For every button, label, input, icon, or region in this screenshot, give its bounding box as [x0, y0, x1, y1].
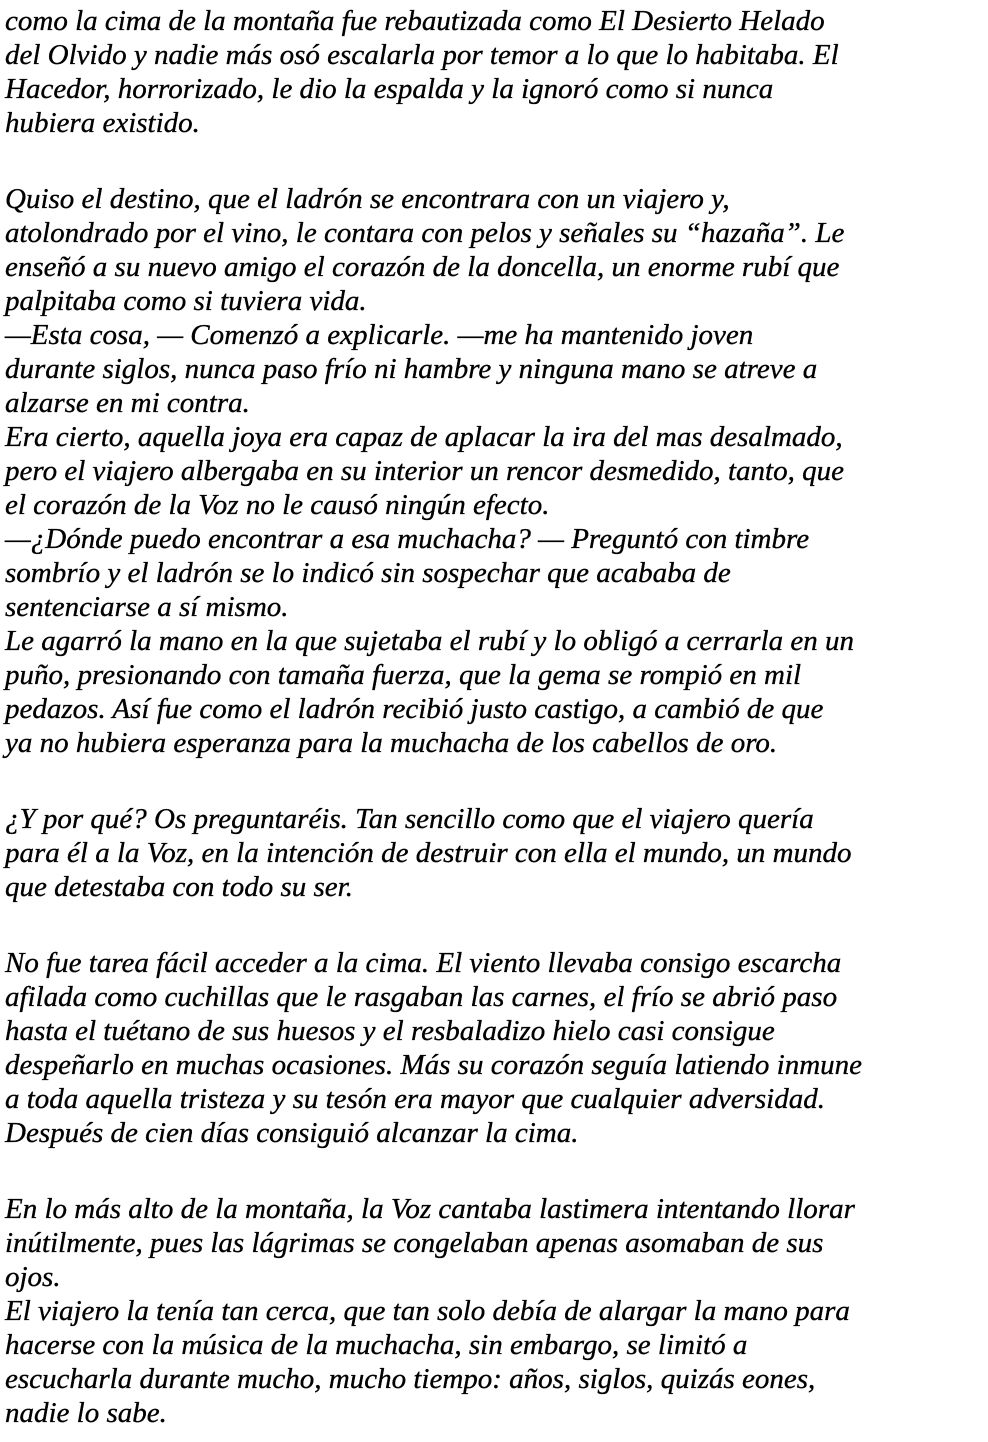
paragraph-gap	[5, 908, 988, 942]
text-line: hasta el tuétano de sus huesos y el resbaladizo hielo casi consigue	[5, 1015, 775, 1047]
paragraph-gap	[5, 1154, 988, 1188]
paragraph	[5, 4, 988, 140]
text-line: —Esta cosa, — Comenzó a explicarle. —me ha mantenido joven	[5, 319, 754, 351]
text-line: que detestaba con todo su ser.	[5, 871, 353, 903]
text-line: hubiera existido.	[5, 107, 200, 139]
text-line: No fue tarea fácil acceder a la cima. El viento llevaba consigo escarcha	[5, 947, 842, 979]
text-line: nadie lo sabe.	[5, 1397, 167, 1429]
text-line: para él a la Voz, en la intención de destruir con ella el mundo, un mundo	[5, 837, 852, 869]
text-line: En lo más alto de la montaña, la Voz cantaba lastimera intentando llorar	[5, 1193, 855, 1225]
text-line: alzarse en mi contra.	[5, 387, 250, 419]
text-line: Era cierto, aquella joya era capaz de aplacar la ira del mas desalmado,	[5, 421, 843, 453]
text-line: a toda aquella tristeza y su tesón era mayor que cualquier adversidad.	[5, 1083, 825, 1115]
text-line: sentenciarse a sí mismo.	[5, 591, 289, 623]
text-line: enseñó a su nuevo amigo el corazón de la doncella, un enorme rubí que	[5, 251, 840, 283]
text-line: el corazón de la Voz no le causó ningún efecto.	[5, 489, 550, 521]
text-line: afilada como cuchillas que le rasgaban las carnes, el frío se abrió paso	[5, 981, 838, 1013]
paragraph	[5, 182, 988, 760]
text-line: Después de cien días consiguió alcanzar la cima.	[5, 1117, 579, 1149]
text-line: ya no hubiera esperanza para la muchacha de los cabellos de oro.	[5, 727, 778, 759]
text-line: pedazos. Así fue como el ladrón recibió justo castigo, a cambió de que	[5, 693, 824, 725]
paragraph	[5, 946, 988, 1150]
text-line: palpitaba como si tuviera vida.	[5, 285, 367, 317]
text-line: escucharla durante mucho, mucho tiempo: años, siglos, quizás eones,	[5, 1363, 816, 1395]
text-line: Hacedor, horrorizado, le dio la espalda y la ignoró como si nunca	[5, 73, 774, 105]
text-line: despeñarlo en muchas ocasiones. Más su corazón seguía latiendo inmune	[5, 1049, 863, 1081]
paragraph-gap	[5, 764, 988, 798]
text-line: pero el viajero albergaba en su interior un rencor desmedido, tanto, que	[5, 455, 844, 487]
text-line: puño, presionando con tamaña fuerza, que la gema se rompió en mil	[5, 659, 802, 691]
text-line: como la cima de la montaña fue rebautizada como El Desierto Helado	[5, 5, 825, 37]
text-line: Le agarró la mano en la que sujetaba el rubí y lo obligó a cerrarla en un	[5, 625, 854, 657]
paragraph-gap	[5, 144, 988, 178]
text-line: hacerse con la música de la muchacha, sin embargo, se limitó a	[5, 1329, 748, 1361]
text-line: —¿Dónde puedo encontrar a esa muchacha? — Preguntó con timbre	[5, 523, 810, 555]
text-line: del Olvido y nadie más osó escalarla por temor a lo que lo habitaba. El	[5, 39, 839, 71]
text-line: atolondrado por el vino, le contara con pelos y señales su “hazaña”. Le	[5, 217, 845, 249]
text-line: El viajero la tenía tan cerca, que tan solo debía de alargar la mano para	[5, 1295, 850, 1327]
text-line: ojos.	[5, 1261, 61, 1293]
text-line: inútilmente, pues las lágrimas se congelaban apenas asomaban de sus	[5, 1227, 824, 1259]
text-line: sombrío y el ladrón se lo indicó sin sospechar que acababa de	[5, 557, 731, 589]
text-line: ¿Y por qué? Os preguntaréis. Tan sencillo como que el viajero quería	[5, 803, 814, 835]
paragraph	[5, 802, 988, 904]
text-line: Quiso el destino, que el ladrón se encontrara con un viajero y,	[5, 183, 730, 215]
text-line: durante siglos, nunca paso frío ni hambre y ninguna mano se atreve a	[5, 353, 818, 385]
paragraph	[5, 1192, 988, 1430]
